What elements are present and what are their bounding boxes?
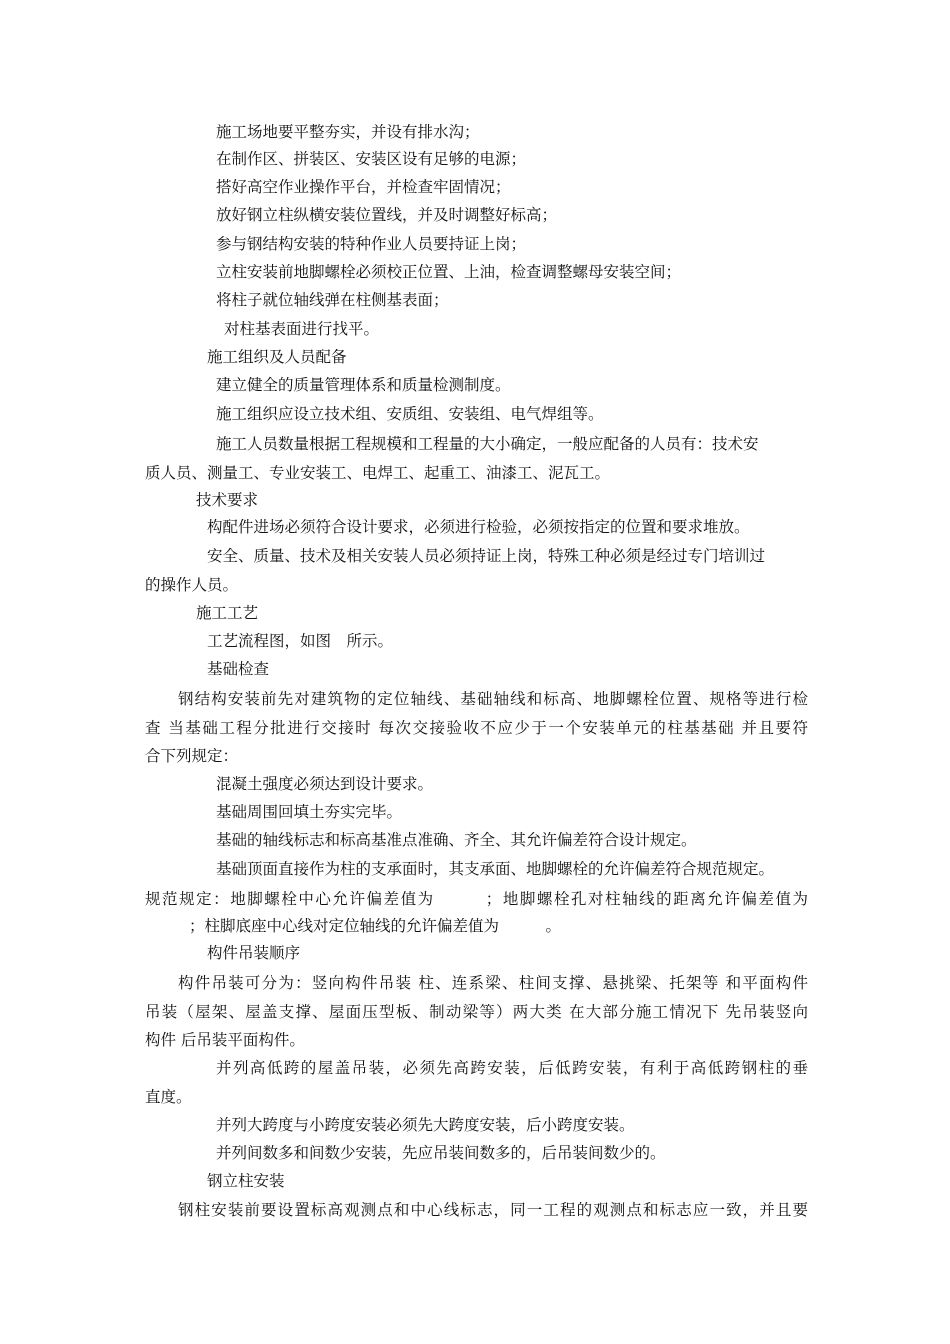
paragraph-line: 将柱子就位轴线弹在柱侧基表面；	[216, 291, 449, 309]
paragraph-line: 并列间数多和间数少安装，先应吊装间数多的，后吊装间数少的。	[216, 1144, 666, 1162]
paragraph-line: 基础周围回填土夯实完毕。	[216, 803, 403, 821]
paragraph-line: 施工组织应设立技术组、安质组、安装组、电气焊组等。	[216, 405, 604, 423]
paragraph-line: 安全、质量、技术及相关安装人员必须持证上岗，特殊工种必须是经过专门培训过	[207, 547, 766, 565]
paragraph-line: 直度。	[145, 1088, 192, 1106]
paragraph-line: 钢柱安装前要设置标高观测点和中心线标志，同一工程的观测点和标志应一致，并且要	[178, 1201, 808, 1219]
paragraph-line: 规范规定：地脚螺栓中心允许偏差值为 ；地脚螺栓孔对柱轴线的距离允许偏差值为	[145, 890, 808, 908]
section-heading: 构件吊装顺序	[207, 944, 301, 962]
paragraph-line: 构件吊装可分为：竖向构件吊装 柱、连系梁、柱间支撑、悬挑梁、托架等 和平面构件	[178, 974, 808, 992]
paragraph-line: 搭好高空作业操作平台，并检查牢固情况；	[216, 178, 511, 196]
paragraph-line: 的操作人员。	[145, 576, 239, 594]
paragraph-line: 放好钢立柱纵横安装位置线，并及时调整好标高；	[216, 206, 558, 224]
paragraph-line: 并列高低跨的屋盖吊装，必须先高跨安装，后低跨安装，有利于高低跨钢柱的垂	[216, 1059, 808, 1077]
paragraph-line: 合下列规定：	[145, 747, 239, 765]
paragraph-line: 吊装（屋架、屋盖支撑、屋面压型板、制动梁等）两大类 在大部分施工情况下 先吊装竖向	[145, 1003, 808, 1021]
paragraph-line: 构件 后吊装平面构件。	[145, 1031, 305, 1049]
paragraph-line: 质人员、测量工、专业安装工、电焊工、起重工、油漆工、泥瓦工。	[145, 464, 611, 482]
paragraph-line: 参与钢结构安装的特种作业人员要持证上岗；	[216, 235, 527, 253]
paragraph-line: 对柱基表面进行找平。	[224, 320, 380, 338]
paragraph-line: 并列大跨度与小跨度安装必须先大跨度安装，后小跨度安装。	[216, 1116, 635, 1134]
section-heading: 基础检查	[207, 660, 270, 678]
paragraph-line: 施工人员数量根据工程规模和工程量的大小确定，一般应配备的人员有：技术安	[216, 435, 759, 453]
paragraph-line: 查 当基础工程分批进行交接时 每次交接验收不应少于一个安装单元的柱基基础 并且要符	[145, 719, 808, 737]
paragraph-line: ；柱脚底座中心线对定位轴线的允许偏差值为 。	[189, 917, 562, 935]
section-heading: 钢立柱安装	[207, 1172, 285, 1190]
paragraph-line: 立柱安装前地脚螺栓必须校正位置、上油，检查调整螺母安装空间；	[216, 263, 682, 281]
section-heading: 施工工艺	[196, 604, 259, 622]
paragraph-line: 钢结构安装前先对建筑物的定位轴线、基础轴线和标高、地脚螺栓位置、规格等进行检	[178, 690, 808, 708]
section-heading: 技术要求	[196, 491, 259, 509]
paragraph-line: 施工场地要平整夯实，并设有排水沟；	[216, 123, 480, 141]
section-heading: 施工组织及人员配备	[207, 348, 347, 366]
paragraph-line: 基础顶面直接作为柱的支承面时，其支承面、地脚螺栓的允许偏差符合规范规定。	[216, 860, 775, 878]
paragraph-line: 在制作区、拼装区、安装区设有足够的电源；	[216, 150, 527, 168]
paragraph-line: 混凝土强度必须达到设计要求。	[216, 775, 434, 793]
paragraph-line: 工艺流程图，如图 所示。	[207, 632, 394, 650]
paragraph-line: 建立健全的质量管理体系和质量检测制度。	[216, 376, 511, 394]
paragraph-line: 基础的轴线标志和标高基准点准确、齐全、其允许偏差符合设计规定。	[216, 831, 697, 849]
paragraph-line: 构配件进场必须符合设计要求，必须进行检验，必须按指定的位置和要求堆放。	[207, 518, 750, 536]
